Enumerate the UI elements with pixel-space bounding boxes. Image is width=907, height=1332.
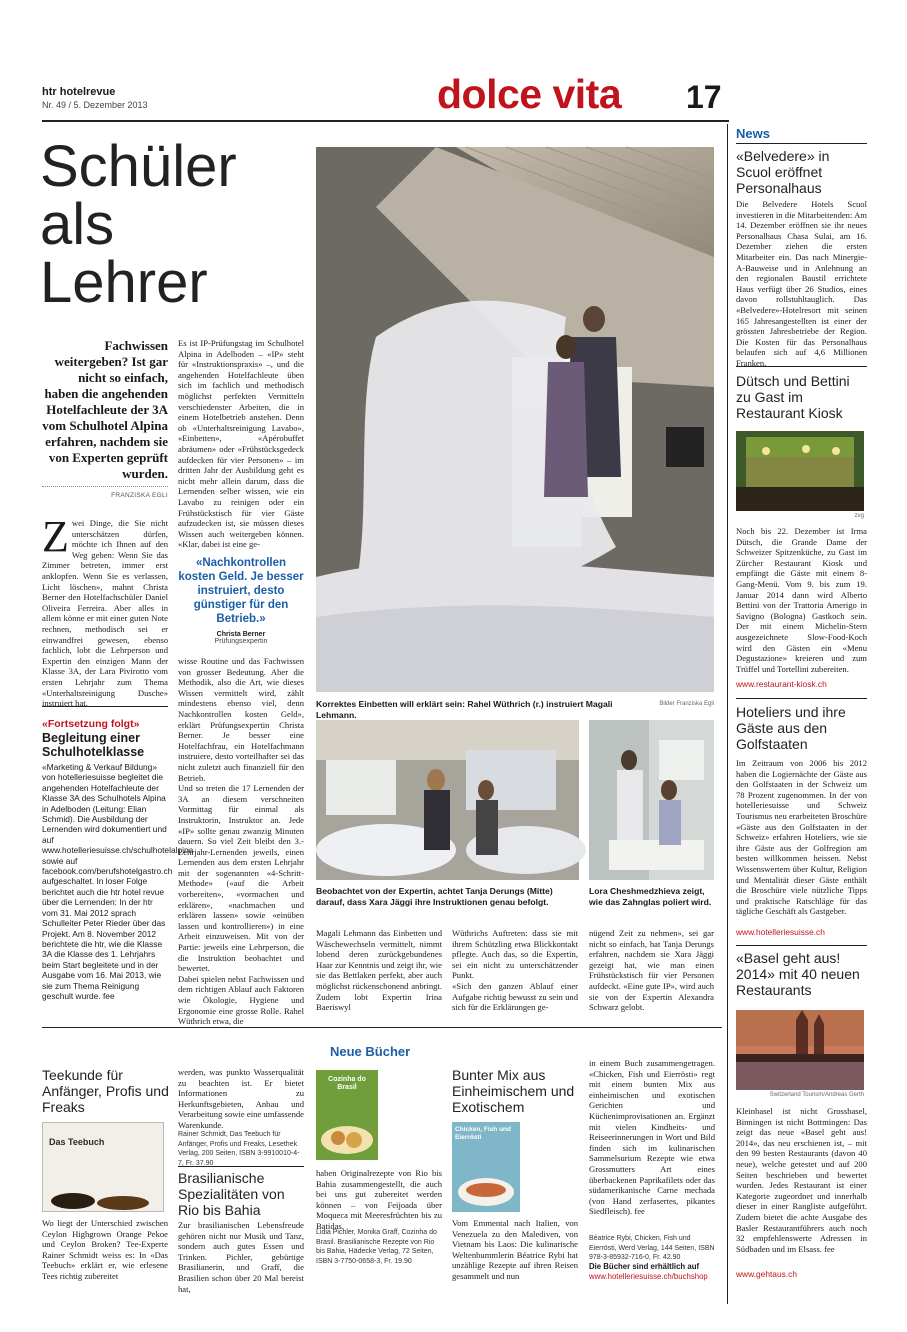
photo-breakfast [316, 720, 579, 880]
brand-name: hotelrevue [59, 86, 116, 98]
photo-bathroom-caption: Lora Cheshmedzhieva zeigt, wie das Zahnglas poliert wird. [589, 886, 712, 907]
feature-col2: Es ist IP-Prüfungstag im Schulhotel Alpina in Adelboden – «IP» steht für «Instruktionspraxis» –, und die angehenden Hotelfachleute üben sich im fachlich und methodisch möglichst perfekten Vermitteln verschiedenster Arbeiten, die in einem Hotelbetrieb anstehen. Denn ob «Unterhaltsreinigung Lavabo», «Einbetten», «Apérobuffet abräumen» oder «Frühstücksgedeck aufdecken für vier Personen» – im dritten Jahr der Ausbildung geht es nicht mehr allein darum, dass die Lernenden selber wissen, wie ein Lavabo zu reinigen oder ein Frühstückstisch für vier Gäste aufzudecken ist, sie müssen dieses Wissen auch weitergeben können. «Klar, dabei ist eine ge- [178, 338, 304, 550]
sidebox [42, 718, 194, 1022]
news-1-title: «Belvedere» in Scuol eröffnet Personalhaus [736, 148, 830, 196]
feature-col1 [42, 512, 168, 716]
sidebox-title: Begleitung einer Schulhotelklasse [42, 731, 145, 759]
photo-breakfast-caption: Beobachtet von der Expertin, achtet Tanja Derungs (Mitte) darauf, dass Xara Jäggi ihre Instruktionen genau befolgt. [316, 886, 553, 907]
news-rule-2 [736, 698, 867, 699]
news-heading: News [736, 126, 770, 141]
main-photo [316, 147, 714, 692]
dropcap: Z [42, 512, 69, 561]
news-2-link[interactable]: www.restaurant-kiosk.ch [736, 679, 827, 689]
book-1-text: Wo liegt der Unterschied zwischen Ceylon Highgrown Orange Pekoe und Ceylon Broken? Tee-Experte Rainer Schmidt weiss es: In «Das Teebuch» erklärt er, wie erlesene Tees richtig zubereitet [42, 1218, 168, 1281]
news-4-photo-illustration [736, 1010, 864, 1090]
sidebox-rule [42, 706, 168, 707]
masthead-rule [42, 120, 729, 122]
feature-col4: Wüthrichs Auftreten: dass sie mit ihrem Schützling etwa Blickkontakt pflegte. Auch das, so die Expertin, sei ein nicht zu unterschätzender Punkt. «Sich den ganzen Ablauf einer Aufgabe richtig bewusst zu sein und sich für die Erklärungen ge- [452, 928, 578, 1013]
sidebox-text: «Marketing & Verkauf Bildung» von hotelleriesuisse begleitet die angehenden Hotelfachleute der Klasse 3A des Schulhotels Alpina in Adelboden (Leitung: Elian Schmid). Die Ausbildung der Lernenden wird dokumentiert und auf www.hotelleriesuisse.ch/schulhotelalpina sowie auf facebook.com/berufshotelgastro.ch aufgeschaltet. In loser Folge berichtet auch die htr hotel revue über die Lernenden: In der htr vom 31. Mai 2012 sprach Schulleiter Peter Rieder über das Projekt. Am 8. November 2012 berichtete die htr, wie die Klasse 3A die Klasse des 1. Lehrjahrs beim Start begleitete und in der Ausgabe vom 16. Mai 2013, wie sie zum Thema Reinigung geschult wurde. fee [42, 762, 194, 1001]
book-1-biblio: Rainer Schmidt, Das Teebuch für Anfänger, Profis und Freaks, Lesethek Verlag, 200 Seiten, ISBN 3-9910010-4-7, Fr. 37.90 [178, 1131, 300, 1167]
feature-headline [40, 134, 237, 315]
books-rule [42, 1027, 722, 1028]
main-photo-caption: Korrektes Einbetten will erklärt sein: Rahel Wüthrich (r.) instruiert Magali Lehmann. [316, 699, 613, 720]
news-3-text: Im Zeitraum von 2006 bis 2012 haben die Logiernächte der Gäste aus den Golfstaaten in der Schweiz um 78 Prozent zugenommen. In der von hotelleriesuisse und Schweiz Tourismus neu erarbeiteten Broschüre «Gäste aus den Golfstaaten in der Schweiz» erfahren Hoteliers, wie sie ihre Gäste aus der Golfregion am besten willkommen heissen. Nebst Wissenswertem über Kultur, Religion und Mentalität dieser Gäste enthält die Broschüre viele nützliche Tipps und praktische Ratschläge für das tägliche Geschäft als Gastgeber. [736, 758, 867, 917]
book-1-cover-title: Das Teebuch [49, 1137, 105, 1147]
book-3-title: Bunter Mix aus Einheimischem und Exotischem [452, 1067, 575, 1115]
news-3-title: Hoteliers und ihre Gäste aus den Golfstaaten [736, 704, 846, 752]
book-1-title: Teekunde für Anfänger, Profis und Freaks [42, 1067, 169, 1115]
book-2-text2: haben Originalrezepte von Rio bis Bahia zusammengestellt, die auch bei uns gut zubereitet werden können – von Feijoada über Moqueca mit Meeresfrüchten bis zu Batidas. [316, 1168, 442, 1231]
pull-quote [178, 556, 304, 645]
lead-divider [42, 486, 168, 487]
news-3-link[interactable]: www.hotelleriesuisse.ch [736, 927, 825, 937]
main-photo-credit: Bilder Franziska Egli [659, 701, 714, 707]
news-column-divider [727, 124, 728, 1304]
book-3-cover-title: Chicken, Fish und Eierrösti [455, 1126, 511, 1141]
news-4-credit: Switzerland Tourism/Andreas Gerth [769, 1092, 864, 1098]
book-3-biblio: Béatrice Rybi, Chicken, Fish und Eierrösti, Werd Verlag, 144 Seiten, ISBN 978-3-85932-716-0, Fr. 42.90 [589, 1235, 715, 1261]
pull-quote-name: Christa Berner [216, 631, 266, 638]
book-3-text: Vom Emmental nach Italien, von Venezuela zu den Malediven, von Vietnam bis Laos: Die kulinarische Weltenbummlerin Béatrice Rybi hat unzählige Rezepte auf ihren Reisen gesammelt und nun [452, 1218, 578, 1281]
news-1-text: Die Belvedere Hotels Scuol investieren in die Mitarbeitenden: Am 14. Dezember eröffnen sie ihr neues Personalhaus Chasa Sulai, am 16. Dezember ziehen die ersten Mitarbeiter ein. Das nach Minergie-A-Bauweise und in Anlehnung an den regionalen Baustil errichtete Haus verfügt über 26 Studios, eines davon rollstuhltauglich. Das «Belvedere»-Hotelresort mit seinen 165 Jahresangestellten ist einer der grössten Jahresbetriebe der Region. Die Kosten für das Personalhaus belaufen sich auf 4,6 Millionen Franken. [736, 199, 867, 368]
main-photo-illustration [316, 147, 714, 692]
book-2-cover-title: Cozinha do Brasil [328, 1076, 366, 1091]
feature-col3: Magali Lehmann das Einbetten und Wäschewechseln vermittelt, nimmt lobend deren zurückgebundenes Haar zur Kenntnis und zeigt ihr, wie sie das Bettlaken perfekt, aber auch möglichst rückenschonend anbringt. Zudem lobt Expertin Irina Baeriswyl [316, 928, 442, 1013]
book-3-text2: in einem Buch zusammengetragen. «Chicken, Fish und Eierrösti» regt mit einem bunten Mix aus einheimischen und exotischen Gerichten und Küchenimprovisationen an. Ergänzt mit vielen Kindheits- und Reiseerinnerungen in Wort und Bild finden sich im kulinarischen Sammelsurium Rezepte wie etwa Grossmutters Art eines überbackenen Paprikafilets oder das südamerikanische Carne mechada (von Hand zerfasertes, pikantes Siedfleisch). fee [589, 1058, 715, 1217]
news-2-photo-illustration [736, 431, 864, 511]
photo-breakfast-illustration [316, 720, 579, 880]
masthead-brand [42, 86, 115, 98]
page-number: 17 [686, 79, 722, 115]
feature-lead: Fachwissen weitergeben? Ist gar nicht so einfach, haben die angehenden Hotelfachleute der 3A vom Schulhotel Alpina erfahren, nachdem sie von Experten geprüft wurden. [42, 338, 168, 481]
sidebox-kicker: «Fortsetzung folgt» [42, 718, 140, 730]
book-3-cover [452, 1122, 520, 1212]
headline-line-1: Schüler [40, 134, 237, 199]
books-shop-link[interactable]: www.hotelleriesuisse.ch/buchshop [589, 1272, 708, 1281]
books-heading: Neue Bücher [330, 1044, 411, 1059]
photo-bathroom-illustration [589, 720, 714, 880]
news-2-title: Dütsch und Bettini zu Gast im Restaurant Kiosk [736, 373, 850, 421]
feature-col1-text: wei Dinge, die Sie nicht unterschätzen dürfen, möchte ich Ihnen auf den Weg geben: Wenn Sie das Zimmer betreten, immer erst anklopfen. Wenn Sie es verlassen, Licht löschen», mahnt Christa Berner den Hotelfachschüler Daniel Oliveira Ferreira. Aber alles in allem könne er mit einer guten Note rechnen, methodisch sei er einwandfrei gewesen, ebenso fachlich, lobt die Lehrperson und Expertin den einzigen Mann der Klasse 3A, der Lara Pivirotto vom ersten Lehrjahr zum Thema «Unterhaltsreinigung Dusche» instruiert hat. [42, 518, 168, 709]
news-heading-rule [736, 143, 867, 144]
photo-bathroom [589, 720, 714, 880]
news-4-photo [736, 1010, 864, 1090]
pull-quote-text: «Nachkontrollen kosten Geld. Je besser instruiert, desto günstiger für den Betrieb.» [178, 557, 304, 625]
book-2-text: Zur brasilianischen Lebensfreude gehören nicht nur Musik und Tanz, sondern auch gutes Essen und Trinken. Pichler, gebürtige Brasilianerin, und Graff, die Brasilien schon über 20 Mal bereist hat, [178, 1220, 304, 1294]
news-rule-1 [736, 366, 867, 367]
pull-quote-role: Prüfungsexpertin [214, 638, 268, 645]
issue-date: Nr. 49 / 5. Dezember 2013 [42, 100, 148, 110]
book-1-cover [42, 1122, 164, 1212]
book-2-cover [316, 1070, 378, 1160]
news-4-text: Kleinbasel ist nicht Grossbasel, Binningen ist nicht Bottmingen: Das zeigt das neue «Basel geht aus! 2014», das neu erschienen ist, – mit den 99 besten Restaurants (davon 40 neue), welche getestet und auf 200 Seiten beschrieben und bewertet wurden. Jedes Restaurant ist einer Kategorie zugeordnet und innerhalb dieser in einer Rangliste aufgeführt. Zudem bietet die achte Ausgabe des Basler Restaurantführers auch noch 32 empfehlenswerte Adressen in Südbaden und im Elsass. fee [736, 1106, 867, 1254]
section-title: dolce vita [437, 71, 622, 117]
feature-col2b: wisse Routine und das Fachwissen von grosser Bedeutung. Aber die Methodik, also die Art, wie dieses Wissen vermittelt wird, zählt mindestens ebenso viel, denn Nachkontrollen kosten Geld», erklärt Prüfungsexpertin Christa Berner. Je besser eine Hotelfachfrau, ein Hotelfachmann instruiere, desto vorteilhafter sei das nicht zuletzt auch finanziell für den Betrieb. Und so treten die 17 Lernenden der 3A an diesem verschneiten Vormittag für einmal als Instruktorin, Instruktor an. Jede «IP» sollte genau zwanzig Minuten dauern. So viel Zeit bleibt den 3.-Lehrjahr-Lernenden jeweils, einen Lernenden aus dem ersten Lehrjahr mit der sogenannten «4-Schritt-Methode» («auf die Arbeit vorbereiten», «vormachen und erklären», «nachmachen und erklären lassen» sowie «einüben lassen und kontrollieren») in eine Arbeit einzuweisen. Mit von der Partie: jeweils eine Lehrperson, die die Instruktion beobachtet und bewertet. Dabei spielen nebst Fachwissen und dem richtigen Ablauf auch Faktoren wie Ökologie, Hygiene und Ergonomie eine grosse Rolle. Rahel Wüthrich etwa, die [178, 656, 304, 1027]
book-2-title: Brasilianische Spezialitäten von Rio bis Bahia [178, 1170, 285, 1218]
book-2-biblio: Lidia Pichler, Monika Graff, Cozinha do Brasil. Brasilianische Rezepte von Rio bis Bahia, Hädecke Verlag, 72 Seiten, ISBN 3-7750-0658-3, Fr. 19.90 [316, 1229, 437, 1265]
feature-col5: nügend Zeit zu nehmen», sei gar nicht so einfach, hat Tanja Derungs erfahren, nachdem sie Xara Jäggi gezeigt hat, wie man einen Frühstückstisch für vier Personen aufdeckt. «Eine gute IP», wird auch sie von der Expertin Alexandra Schwarz gelobt. [589, 928, 714, 1013]
headline-line-2: als [40, 192, 115, 257]
book-3-cover-illustration [452, 1162, 520, 1212]
news-2-credit: zvg [854, 513, 864, 519]
news-2-photo [736, 431, 864, 511]
news-4-title: «Basel geht aus! 2014» mit 40 neuen Restaurants [736, 950, 860, 998]
book-1-text2: werden, was punkto Wasserqualität zu beachten ist. Er bietet Informationen zu Herkunftsgebieten, Anbau und Verarbeitung sowie eine umfassende Warenkunde. [178, 1067, 304, 1130]
books-order-note: Die Bücher sind erhältlich auf [589, 1262, 700, 1271]
book-1-cover-illustration [43, 1171, 165, 1211]
brand-short: htr [42, 86, 57, 98]
news-rule-3 [736, 945, 867, 946]
author-byline: FRANZISKA EGLI [111, 492, 168, 499]
news-4-link[interactable]: www.gehtaus.ch [736, 1269, 797, 1279]
book-2-cover-illustration [316, 1110, 378, 1160]
book-rule-1 [178, 1166, 304, 1167]
headline-line-3: Lehrer [40, 250, 208, 315]
news-2-text: Noch bis 22. Dezember ist Irma Dütsch, die Grande Dame der Schweizer Spitzenküche, zu Gast im Zürcher Restaurant Kiosk und empfängt die Gäste mit einem 8-Gang-Menü. Vom 9. bis zum 19. Januar 2014 dann wird Alberto Bettini von der Trattoria Amerigo in Savigno (Bologna) Gastkoch sein. Der mit einem Michelin-Stern ausgezeichnete Slow-Food-Koch wird den Gästen ein «Menu Degustazione» kreieren und zum Trüffel und Tortellini zubereiten. [736, 526, 867, 674]
